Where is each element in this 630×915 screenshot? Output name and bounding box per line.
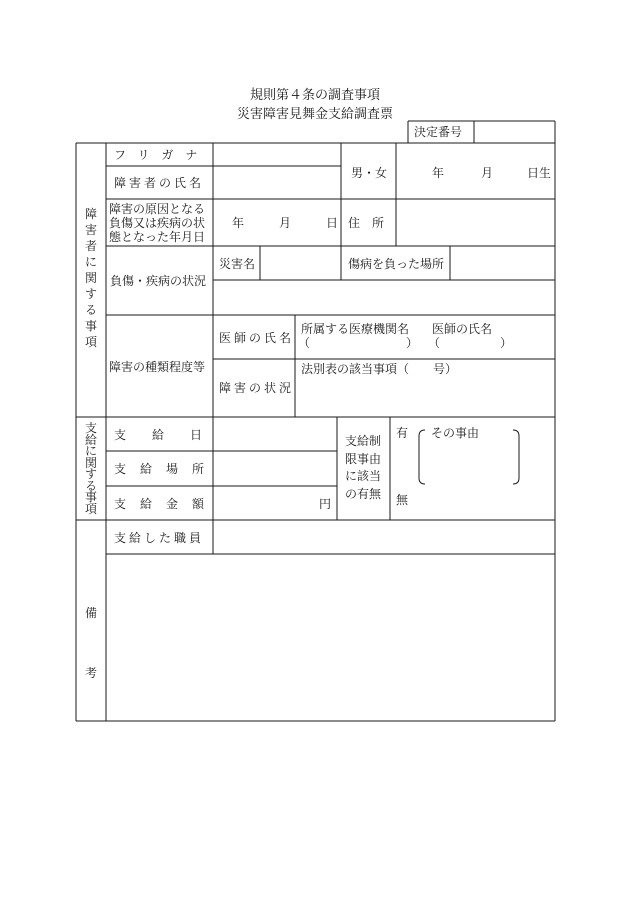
birth-year: 年	[432, 166, 445, 180]
law-table-label: 法別表の該当事項（ 号）	[301, 362, 458, 376]
paying-staff-label: 支給した職員	[114, 531, 205, 545]
yen-label: 円	[319, 497, 332, 511]
payment-date-label: 支給日	[114, 428, 229, 442]
cause-year: 年	[232, 216, 245, 230]
injury-place-label: 傷病を負った場所	[348, 257, 445, 271]
birth-month: 月	[481, 166, 494, 180]
furigana-label: フリガナ	[114, 148, 210, 162]
payment-place-label: 支給場所	[114, 462, 219, 476]
address-label: 住 所	[348, 216, 385, 230]
disabled-section-side-label: 障 害 者 に 関 す る 事 項	[84, 207, 97, 349]
gender-label: 男・女	[351, 166, 388, 180]
form-title-line1: 規則第４条の調査事項	[249, 88, 380, 103]
birth-day: 日生	[527, 166, 552, 180]
doctor-paren: （ ）	[428, 336, 513, 350]
remarks-side-label: 備 考	[84, 606, 97, 680]
injury-status-label: 負傷・疾病の状況	[110, 274, 207, 288]
restriction-yes: 有	[396, 426, 409, 440]
institution-paren: （ ）	[298, 336, 419, 350]
cause-day: 日	[326, 216, 339, 230]
disaster-name-label: 災害名	[219, 257, 256, 271]
restriction-no: 無	[396, 493, 409, 507]
cause-month: 月	[279, 216, 292, 230]
restriction-label: 支給制 限事由 に該当 の有無	[345, 434, 382, 501]
decision-number-label: 決定番号	[414, 125, 463, 139]
disabled-name-label: 障害者の氏名	[114, 176, 205, 190]
reason-label: その事由	[431, 426, 480, 440]
disability-type-label: 障害の種類程度等	[109, 360, 206, 374]
payment-section-side-label: 支 給 に 関 す る 事 項	[84, 421, 97, 516]
cause-date-label: 障害の原因となる 負傷又は疾病の状 態となった年月日	[109, 202, 206, 244]
doctor-name-label: 医師の氏名	[219, 331, 295, 345]
doctor-label: 医師の氏名	[432, 322, 493, 336]
institution-label: 所属する医療機関名	[301, 322, 410, 336]
payment-amount-label: 支給金額	[114, 497, 219, 511]
disability-state-label: 障害の状況	[219, 381, 295, 395]
form-title-line2: 災害障害見舞金支給調査票	[236, 107, 393, 122]
